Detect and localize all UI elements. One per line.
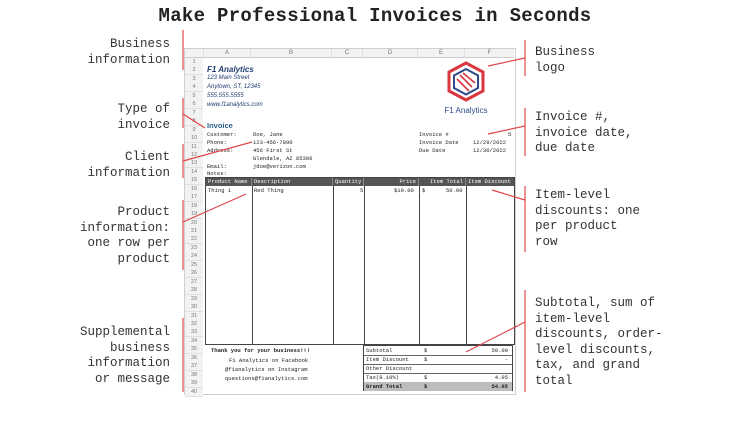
invoice-number-value: 5 — [508, 131, 512, 138]
caption-line: Supplemental — [79, 325, 170, 339]
caption-line: Item-level — [535, 188, 611, 202]
row-header[interactable]: 4 — [185, 83, 203, 92]
caption-line: level discounts, — [535, 342, 656, 357]
other-discount-label: Other Discount — [366, 365, 413, 372]
table-header: Price — [364, 178, 419, 186]
item-discount-label: Item Discount — [366, 356, 409, 363]
caption-line: Type of — [117, 102, 170, 116]
row-header[interactable]: 22 — [185, 235, 203, 244]
tax-value: 4.05 — [494, 374, 508, 381]
phone-value: 123-456-7890 — [253, 139, 293, 146]
product-name-cell[interactable]: Thing 1 — [208, 187, 232, 194]
row-header[interactable]: 36 — [185, 354, 203, 363]
row-header[interactable]: 14 — [185, 168, 203, 177]
row-header[interactable]: 13 — [185, 159, 203, 168]
item-total-cell[interactable]: 50.00 — [446, 187, 463, 194]
caption-line: invoice — [117, 117, 170, 132]
item-discount-currency: $ — [424, 356, 428, 363]
caption-line: tax, and grand — [535, 358, 641, 372]
row-header[interactable]: 28 — [185, 286, 203, 295]
pointer-logo — [488, 58, 525, 66]
row-header[interactable]: 29 — [185, 295, 203, 304]
table-header: Item Discount — [466, 178, 514, 186]
caption-line: information — [87, 356, 170, 370]
invoice-type: Invoice — [207, 121, 233, 130]
caption-line: row — [535, 234, 558, 249]
caption-line: discounts, order- — [535, 327, 663, 341]
subtotal-currency: $ — [424, 347, 428, 354]
caption-line: Product — [117, 205, 170, 219]
row-header[interactable]: 9 — [185, 126, 203, 135]
row-header[interactable]: 19 — [185, 210, 203, 219]
caption-line: logo — [535, 60, 566, 75]
caption-line: product — [117, 251, 170, 266]
caption-line: Client — [124, 150, 170, 164]
row-header[interactable]: 1 — [185, 58, 203, 67]
caption-line: discounts: one — [535, 203, 641, 218]
row-header[interactable]: 32 — [185, 320, 203, 329]
table-header: Description — [252, 178, 333, 186]
table-header: Product Name — [206, 178, 252, 186]
column-header[interactable]: F — [465, 49, 514, 58]
row-header[interactable]: 30 — [185, 303, 203, 312]
page-title: Make Professional Invoices in Seconds — [158, 5, 592, 27]
row-header[interactable]: 8 — [185, 117, 203, 126]
row-header[interactable]: 24 — [185, 252, 203, 261]
caption-line: one row per — [87, 236, 170, 250]
row-header[interactable]: 5 — [185, 92, 203, 101]
caption-line: Subtotal, sum of — [535, 296, 656, 310]
caption-line: information: — [79, 220, 170, 235]
row-header[interactable]: 6 — [185, 100, 203, 109]
caption-line: or message — [94, 371, 170, 386]
table-header: Quantity — [333, 178, 364, 186]
row-header[interactable]: 40 — [185, 388, 203, 397]
pointer-invoice-number — [488, 126, 525, 134]
column-header[interactable]: E — [418, 49, 465, 58]
row-header[interactable]: 20 — [185, 219, 203, 228]
grand-total-label: Grand Total — [366, 383, 403, 390]
email-value: jdoe@verizon.com — [253, 163, 306, 170]
row-header[interactable]: 26 — [185, 269, 203, 278]
row-header[interactable]: 39 — [185, 379, 203, 388]
message-line: F1 Analytics on Facebook — [229, 357, 309, 364]
invoice-number-label: Invoice # — [419, 131, 449, 138]
row-header[interactable]: 37 — [185, 362, 203, 371]
caption-line: per product — [535, 219, 618, 233]
row-header[interactable]: 15 — [185, 176, 203, 185]
item-total-currency: $ — [422, 187, 426, 194]
row-header[interactable]: 10 — [185, 134, 203, 143]
pointer-subtotal — [466, 322, 525, 352]
column-header[interactable]: D — [363, 49, 418, 58]
pointer-product — [183, 194, 246, 222]
due-date-label: Due Date — [419, 147, 446, 154]
logo-text: F1 Analytics — [444, 106, 488, 115]
message-line: questions@f1analytics.com — [225, 375, 308, 382]
due-date-value: 12/30/2022 — [473, 147, 507, 154]
row-header[interactable]: 23 — [185, 244, 203, 253]
business-name: F1 Analytics — [207, 65, 254, 74]
table-header: Item Total — [419, 178, 466, 186]
pointer-client — [183, 142, 252, 161]
customer-label: Customer: — [207, 131, 237, 138]
notes-label: Notes: — [207, 170, 227, 177]
caption-line: item-level — [535, 311, 611, 326]
caption-line: due date — [535, 141, 596, 155]
column-header[interactable]: A — [204, 49, 251, 58]
row-header[interactable]: 16 — [185, 185, 203, 194]
item-discount-value: - — [504, 356, 508, 363]
caption-line: Business — [535, 45, 596, 59]
message-line: Thank you for your business!!! — [211, 347, 311, 354]
caption-line: Invoice #, — [535, 110, 611, 124]
row-header[interactable]: 17 — [185, 193, 203, 202]
row-header[interactable]: 35 — [185, 345, 203, 354]
row-header[interactable]: 38 — [185, 371, 203, 380]
column-header[interactable]: C — [332, 49, 363, 58]
address-label: Address: — [207, 147, 234, 154]
column-header[interactable]: B — [251, 49, 332, 58]
row-header[interactable]: 27 — [185, 278, 203, 287]
invoice-date-label: Invoice Date — [419, 139, 459, 146]
grand-total-value: 54.05 — [491, 383, 508, 390]
quantity-cell[interactable]: 5 — [360, 187, 364, 194]
pointer-invoice-type — [183, 114, 205, 128]
business-phone: 555.555.5555 — [207, 93, 244, 99]
email-label: Email: — [207, 163, 227, 170]
customer-value: Doe, Jane — [253, 131, 283, 138]
row-header[interactable]: 25 — [185, 261, 203, 270]
business-website: www.f1analytics.com — [207, 102, 263, 108]
business-city: Anytown, ST, 12345 — [207, 84, 261, 90]
row-header[interactable]: 3 — [185, 75, 203, 84]
row-header[interactable]: 11 — [185, 143, 203, 152]
business-street: 123 Main Street — [207, 75, 250, 81]
row-header[interactable]: 34 — [185, 337, 203, 346]
price-cell[interactable]: $10.00 — [394, 187, 414, 194]
tax-label: Tax(8.10%) — [366, 374, 400, 381]
caption-line: Business — [109, 37, 170, 51]
address-line-1: 456 First St — [253, 147, 293, 154]
row-header[interactable]: 7 — [185, 109, 203, 118]
subtotal-label: Subtotal — [366, 347, 393, 354]
address-line-2: Glendale, AZ 85306 — [253, 155, 313, 162]
caption-line: total — [535, 373, 573, 388]
message-line: @f1analytics on Instagram — [225, 366, 308, 373]
row-header[interactable]: 2 — [185, 66, 203, 75]
phone-label: Phone: — [207, 139, 227, 146]
row-header[interactable]: 18 — [185, 202, 203, 211]
tax-currency: $ — [424, 374, 428, 381]
pointer-item-discount — [492, 190, 525, 200]
row-header[interactable]: 33 — [185, 328, 203, 337]
grand-total-currency: $ — [424, 383, 428, 390]
caption-line: information — [87, 52, 170, 67]
caption-line: invoice date, — [535, 125, 633, 140]
invoice-date-value: 12/29/2022 — [473, 139, 507, 146]
description-cell[interactable]: Red Thing — [254, 187, 284, 194]
row-header[interactable]: 31 — [185, 312, 203, 321]
caption-line: business — [109, 340, 170, 355]
row-header[interactable]: 12 — [185, 151, 203, 160]
row-header[interactable]: 21 — [185, 227, 203, 236]
subtotal-value: 50.00 — [491, 347, 508, 354]
caption-line: information — [87, 165, 170, 180]
